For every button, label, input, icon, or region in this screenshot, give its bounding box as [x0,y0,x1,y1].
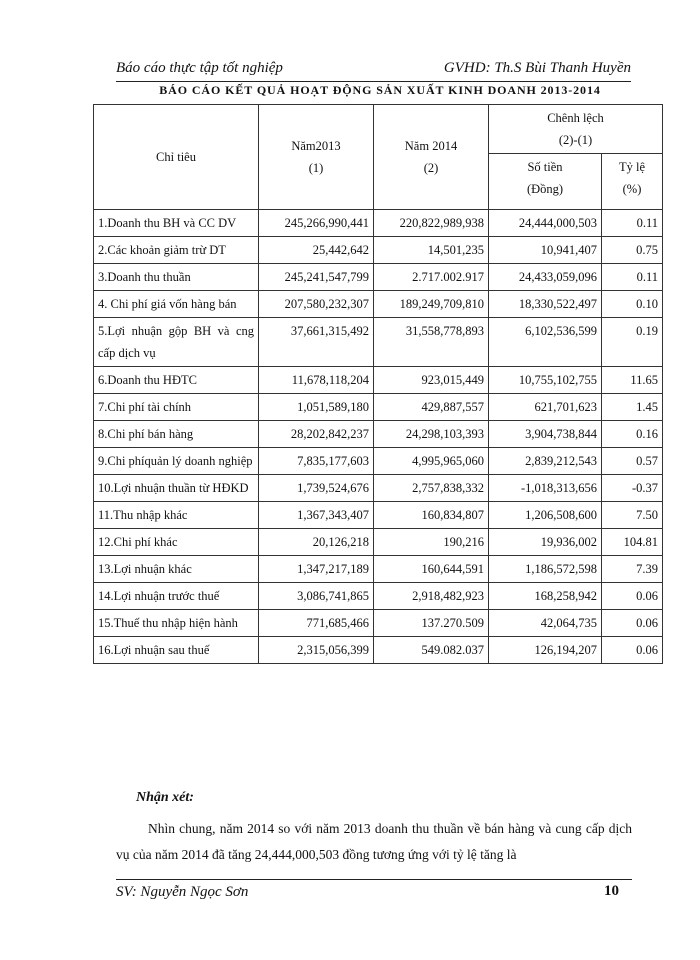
difference-ratio: -0.37 [602,475,663,502]
difference-amount: 18,330,522,497 [489,291,602,318]
table-row [94,210,663,237]
value-2014: 2.717.002.917 [374,264,489,291]
header-ratio: Tỷ lệ (%) [602,154,663,210]
value-2014: 923,015,449 [374,367,489,394]
value-2013: 3,086,741,865 [259,583,374,610]
table-row [94,237,663,264]
value-2013: 7,835,177,603 [259,448,374,475]
header-amount: Số tiền (Đồng) [489,154,602,210]
difference-ratio: 0.06 [602,610,663,637]
value-2014: 549.082.037 [374,637,489,664]
row-label: 9.Chi phíquản lý doanh nghiệp [94,448,259,475]
difference-amount: 19,936,002 [489,529,602,556]
row-label: 1.Doanh thu BH và CC DV [94,210,259,237]
value-2014: 160,834,807 [374,502,489,529]
value-2014: 429,887,557 [374,394,489,421]
header-difference: Chênh lệch (2)-(1) [489,105,663,154]
row-label: 7.Chi phí tài chính [94,394,259,421]
difference-amount: -1,018,313,656 [489,475,602,502]
row-label: 3.Doanh thu thuần [94,264,259,291]
value-2013: 11,678,118,204 [259,367,374,394]
value-2014: 24,298,103,393 [374,421,489,448]
table-row [94,448,663,475]
comment-title: Nhận xét: [136,790,194,805]
difference-ratio: 0.19 [602,318,663,367]
table-row [94,367,663,394]
value-2013: 28,202,842,237 [259,421,374,448]
header-year-2014: Năm 2014 (2) [374,105,489,210]
difference-amount: 621,701,623 [489,394,602,421]
difference-ratio: 0.06 [602,583,663,610]
difference-ratio: 1.45 [602,394,663,421]
value-2014: 31,558,778,893 [374,318,489,367]
table-row [94,264,663,291]
business-results-table [93,104,663,664]
value-2014: 2,757,838,332 [374,475,489,502]
difference-amount: 10,755,102,755 [489,367,602,394]
row-label: 16.Lợi nhuận sau thuế [94,637,259,664]
value-2013: 2,315,056,399 [259,637,374,664]
value-2014: 220,822,989,938 [374,210,489,237]
value-2013: 37,661,315,492 [259,318,374,367]
header-divider [116,81,631,82]
difference-ratio: 0.75 [602,237,663,264]
difference-amount: 168,258,942 [489,583,602,610]
row-label: 12.Chi phí khác [94,529,259,556]
difference-amount: 24,444,000,503 [489,210,602,237]
difference-amount: 24,433,059,096 [489,264,602,291]
difference-amount: 3,904,738,844 [489,421,602,448]
row-label: 11.Thu nhập khác [94,502,259,529]
table-row [94,610,663,637]
difference-ratio: 0.11 [602,264,663,291]
difference-ratio: 0.10 [602,291,663,318]
value-2013: 771,685,466 [259,610,374,637]
table-row [94,475,663,502]
difference-amount: 126,194,207 [489,637,602,664]
value-2014: 189,249,709,810 [374,291,489,318]
header-chi-tieu: Chỉ tiêu [94,105,259,210]
page-header [116,60,631,80]
difference-ratio: 11.65 [602,367,663,394]
difference-ratio: 0.06 [602,637,663,664]
table-row [94,529,663,556]
value-2014: 137.270.509 [374,610,489,637]
table-body [94,210,663,664]
value-2013: 245,266,990,441 [259,210,374,237]
row-label: 14.Lợi nhuận trước thuế [94,583,259,610]
difference-ratio: 7.39 [602,556,663,583]
difference-amount: 1,206,508,600 [489,502,602,529]
header-advisor: GVHD: Th.S Bùi Thanh Huyền [443,60,631,76]
table-row [94,394,663,421]
table-row [94,556,663,583]
difference-ratio: 0.11 [602,210,663,237]
row-label: 13.Lợi nhuận khác [94,556,259,583]
row-label: 5.Lợi nhuận gộp BH và cng cấp dịch vụ [94,318,259,367]
table-row [94,421,663,448]
difference-amount: 6,102,536,599 [489,318,602,367]
difference-ratio: 7.50 [602,502,663,529]
table-row [94,637,663,664]
table-row [94,318,663,367]
comment-body: Nhìn chung, năm 2014 so với năm 2013 doanh thu thuần về bán hàng và cung cấp dịch vụ của năm 2014 đã tăng 24,444,000,503 đồng tương ứng với tỷ lệ tăng là [116,821,632,862]
difference-ratio: 0.16 [602,421,663,448]
table-row [94,291,663,318]
value-2013: 1,367,343,407 [259,502,374,529]
value-2013: 1,051,589,180 [259,394,374,421]
value-2013: 245,241,547,799 [259,264,374,291]
value-2013: 1,739,524,676 [259,475,374,502]
report-title: BÁO CÁO KẾT QUẢ HOẠT ĐỘNG SẢN XUẤT KINH DOANH 2013-2014 [159,83,601,97]
difference-amount: 1,186,572,598 [489,556,602,583]
table-row [94,583,663,610]
value-2014: 14,501,235 [374,237,489,264]
difference-amount: 2,839,212,543 [489,448,602,475]
value-2013: 207,580,232,307 [259,291,374,318]
value-2013: 1,347,217,189 [259,556,374,583]
row-label: 2.Các khoản giảm trừ DT [94,237,259,264]
footer-divider [116,879,632,880]
difference-ratio: 104.81 [602,529,663,556]
header-year-2013: Năm2013 (1) [259,105,374,210]
value-2014: 160,644,591 [374,556,489,583]
difference-ratio: 0.57 [602,448,663,475]
row-label: 8.Chi phí bán hàng [94,421,259,448]
table-row [94,502,663,529]
row-label: 10.Lợi nhuận thuần từ HĐKD [94,475,259,502]
footer-student: SV: Nguyễn Ngọc Sơn [116,884,249,900]
difference-amount: 10,941,407 [489,237,602,264]
value-2013: 20,126,218 [259,529,374,556]
value-2014: 4,995,965,060 [374,448,489,475]
row-label: 15.Thuế thu nhập hiện hành [94,610,259,637]
value-2013: 25,442,642 [259,237,374,264]
page-number: 10 [604,883,619,899]
value-2014: 2,918,482,923 [374,583,489,610]
header-report-title: Báo cáo thực tập tốt nghiệp [116,60,283,76]
difference-amount: 42,064,735 [489,610,602,637]
row-label: 4. Chi phí giá vốn hàng bán [94,291,259,318]
value-2014: 190,216 [374,529,489,556]
row-label: 6.Doanh thu HĐTC [94,367,259,394]
